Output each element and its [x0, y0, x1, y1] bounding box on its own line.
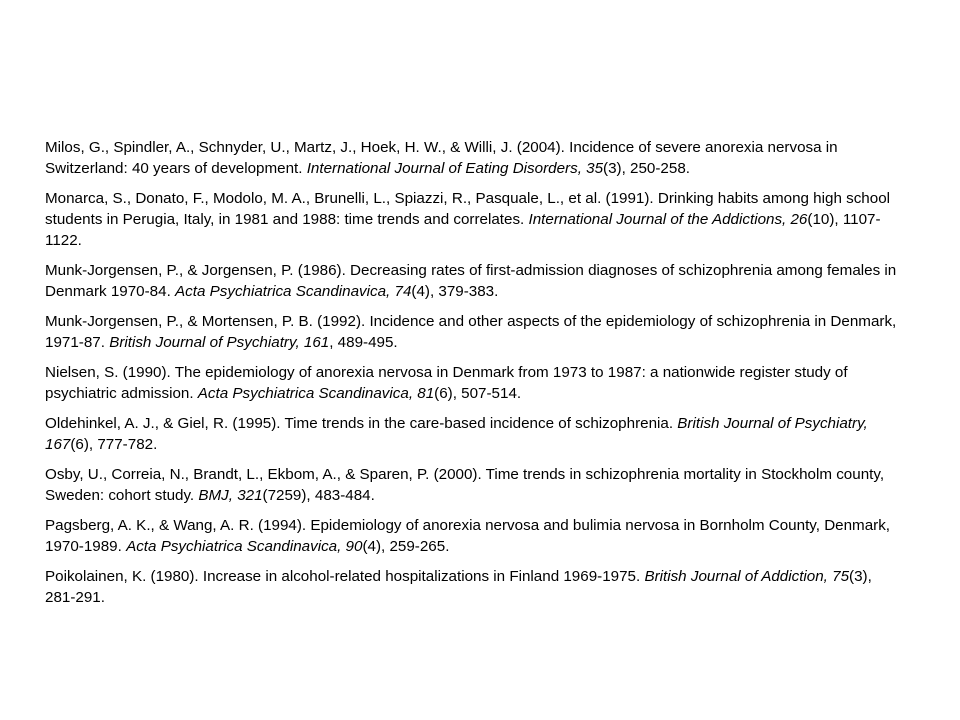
reference-item [45, 515, 900, 557]
reference-item [45, 260, 900, 302]
reference-pages: (3), 281-291. [45, 568, 872, 606]
reference-pages: (3), 250-258. [603, 160, 690, 177]
reference-authors-title: Nielsen, S. (1990). The epidemiology of anorexia nervosa in Denmark from 1973 to 1987: a nationwide register study of psychiatric admission. [45, 364, 848, 402]
reference-journal: British Journal of Psychiatry, 167 [45, 415, 868, 453]
reference-item [45, 137, 900, 179]
reference-journal: BMJ, 321 [198, 487, 263, 504]
reference-journal: International Journal of Eating Disorders, 35 [306, 160, 604, 177]
reference-item [45, 566, 900, 608]
reference-pages: (6), 777-782. [70, 436, 158, 453]
reference-authors-title: Munk-Jorgensen, P., & Mortensen, P. B. (1992). Incidence and other aspects of the epidemiology of schizophrenia in Denmark, 1971-87. [45, 313, 897, 351]
reference-journal: Acta Psychiatrica Scandinavica, 74 [175, 283, 412, 300]
reference-journal: Acta Psychiatrica Scandinavica, 81 [197, 385, 435, 402]
reference-item [45, 311, 900, 353]
reference-authors-title: Pagsberg, A. K., & Wang, A. R. (1994). Epidemiology of anorexia nervosa and bulimia nervosa in Bornholm County, Denmark, 1970-1989. [45, 517, 891, 555]
reference-item [45, 464, 900, 506]
reference-journal: International Journal of the Addictions, 26 [528, 211, 808, 228]
reference-authors-title: Poikolainen, K. (1980). Increase in alcohol-related hospitalizations in Finland 1969-1975. [45, 568, 645, 585]
reference-authors-title: Milos, G., Spindler, A., Schnyder, U., Martz, J., Hoek, H. W., & Willi, J. (2004). Incidence of severe anorexia nervosa in Switzerland: 40 years of development. [45, 139, 838, 177]
reference-journal: British Journal of Psychiatry, 161 [109, 334, 330, 351]
reference-authors-title: Monarca, S., Donato, F., Modolo, M. A., Brunelli, L., Spiazzi, R., Pasquale, L., et al. (1991). Drinking habits among high school students in Perugia, Italy, in 1981 and 1988: time trends and correlates. [45, 190, 891, 228]
reference-item [45, 188, 900, 251]
reference-journal: Acta Psychiatrica Scandinavica, 90 [126, 538, 363, 555]
reference-authors-title: Munk-Jorgensen, P., & Jorgensen, P. (1986). Decreasing rates of first-admission diagnoses of schizophrenia among females in Denmark 1970-84. [45, 262, 897, 300]
reference-pages: (6), 507-514. [434, 385, 522, 402]
reference-authors-title: Oldehinkel, A. J., & Giel, R. (1995). Time trends in the care-based incidence of schizophrenia. [45, 415, 678, 432]
reference-pages: (4), 379-383. [411, 283, 499, 300]
reference-pages: (10), 1107-1122. [45, 211, 881, 249]
reference-journal: British Journal of Addiction, 75 [644, 568, 850, 585]
reference-authors-title: Osby, U., Correia, N., Brandt, L., Ekbom, A., & Sparen, P. (2000). Time trends in schizophrenia mortality in Stockholm county, Sweden: cohort study. [45, 466, 885, 504]
reference-pages: (4), 259-265. [362, 538, 450, 555]
reference-pages: , 489-495. [329, 334, 398, 351]
reference-item [45, 413, 900, 455]
reference-list [45, 137, 900, 617]
reference-item [45, 362, 900, 404]
reference-pages: (7259), 483-484. [262, 487, 375, 504]
